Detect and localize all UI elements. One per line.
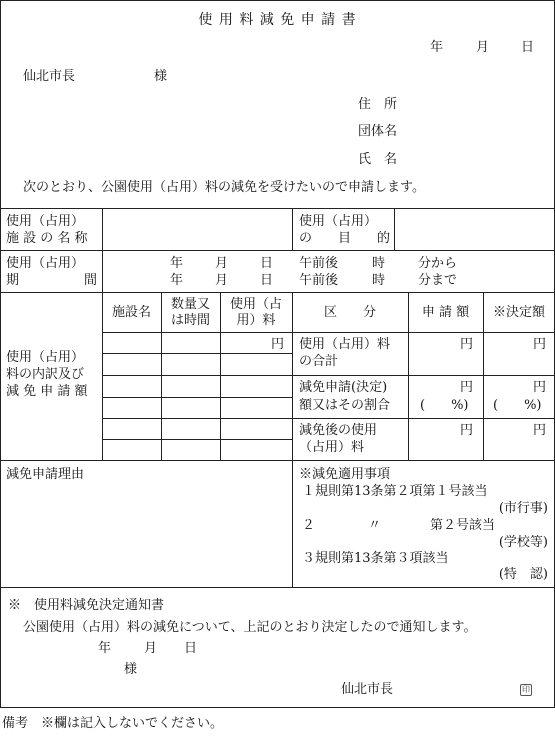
notice-body: 公園使用（占用）料の減免について、上記のとおり決定したので通知します。 <box>23 620 477 635</box>
period-from-suffix: 分から <box>418 256 458 271</box>
period-to-month: 月 <box>215 273 229 288</box>
col-header-request: 申 請 額 <box>421 305 470 320</box>
reduction-request-yen: 円 <box>460 380 474 395</box>
after-label-2: （占用）料 <box>299 440 365 455</box>
col-header-quantity-2: は時間 <box>170 313 210 328</box>
period-label-1: 使用（占用） <box>6 256 85 271</box>
reduction-request-pct: ( %) <box>420 398 469 413</box>
period-to-day: 日 <box>260 273 274 288</box>
col-header-fee-2: 用）料 <box>236 313 276 328</box>
reduction-label-2: 額又はその割合 <box>299 398 391 413</box>
fee-yen-unit: 円 <box>271 337 285 352</box>
reason-field[interactable] <box>4 486 288 584</box>
breakdown-label-2: 料の内訳及び <box>6 367 85 382</box>
period-to-hour: 時 <box>372 273 386 288</box>
col-header-quantity-1: 数量又 <box>170 297 210 312</box>
col-header-category: 区 分 <box>323 305 376 320</box>
breakdown-label-3: 減 免 申 請 額 <box>6 384 88 399</box>
date-day: 日 <box>521 40 535 55</box>
intro-text: 次のとおり、公園使用（占用）料の減免を受けたいので申請します。 <box>23 180 425 195</box>
after-request-yen: 円 <box>460 423 474 438</box>
notice-issuer: 仙北市長 <box>341 682 394 697</box>
period-from-year: 年 <box>170 256 184 271</box>
total-decision-yen: 円 <box>533 337 547 352</box>
col-header-decision: ※決定額 <box>492 305 545 320</box>
period-from-ampm: 午前後 <box>299 256 339 271</box>
address-label: 住 所 <box>358 97 398 112</box>
date-month: 月 <box>476 40 490 55</box>
reduction-decision-pct: ( %) <box>493 398 542 413</box>
facility-name-label-1: 使用（占用） <box>6 214 85 229</box>
total-label-1: 使用（占用）料 <box>299 337 391 352</box>
reduction-decision-yen: 円 <box>533 380 547 395</box>
apply-item-2: 第２号該当 <box>430 518 496 533</box>
breakdown-label-1: 使用（占用） <box>6 350 85 365</box>
total-request-yen: 円 <box>460 337 474 352</box>
form-title: 使 用 料 減 免 申 請 書 <box>198 12 357 28</box>
col-header-fee-1: 使用（占 <box>229 297 282 312</box>
period-from-hour: 時 <box>372 256 386 271</box>
facility-name-label-2: 施 設 の 名 称 <box>6 231 88 246</box>
notice-title: ※ 使用料減免決定通知書 <box>8 598 165 613</box>
after-label-1: 減免後の使用 <box>299 423 378 438</box>
facility-name-field[interactable] <box>104 210 290 248</box>
footer-note: 備考 ※欄は記入しないでください。 <box>2 716 224 731</box>
seal-icon: 印 <box>522 685 530 694</box>
col-header-facility: 施設名 <box>111 305 151 320</box>
apply-item-3-note: (特 認) <box>498 567 548 582</box>
addressee: 仙北市長 <box>23 69 76 84</box>
period-from-month: 月 <box>215 256 229 271</box>
period-to-suffix: 分まで <box>418 273 458 288</box>
apply-title: ※減免適用事項 <box>299 467 391 482</box>
reason-label: 減免申請理由 <box>6 467 85 482</box>
reduction-label-1: 減免申請(決定) <box>299 380 388 395</box>
purpose-field[interactable] <box>396 210 553 248</box>
apply-item-2-note: (学校等) <box>498 535 548 550</box>
apply-item-3: ３規則第13条第３項該当 <box>302 551 449 566</box>
period-label-2: 期 間 <box>6 273 98 288</box>
org-label: 団体名 <box>358 124 398 139</box>
purpose-label-1: 使用（占用） <box>299 214 378 229</box>
name-label: 氏 名 <box>358 152 398 167</box>
addressee-honorific: 様 <box>154 69 168 84</box>
after-decision-yen: 円 <box>533 423 547 438</box>
notice-date-month: 月 <box>144 641 158 656</box>
apply-item-1-note: (市行事) <box>498 501 548 516</box>
apply-item-2-ditto: 〃 <box>368 518 382 533</box>
apply-item-1: １規則第13条第２項第１号該当 <box>302 484 488 499</box>
apply-item-2-num: ２ <box>302 518 316 533</box>
period-to-ampm: 午前後 <box>299 273 339 288</box>
period-to-year: 年 <box>170 273 184 288</box>
total-label-2: の合計 <box>299 354 339 369</box>
notice-honorific: 様 <box>124 662 138 677</box>
notice-date-year: 年 <box>98 641 112 656</box>
period-from-day: 日 <box>260 256 274 271</box>
purpose-label-2: の 目 的 <box>299 231 391 246</box>
notice-date-day: 日 <box>184 641 198 656</box>
date-year: 年 <box>430 40 444 55</box>
